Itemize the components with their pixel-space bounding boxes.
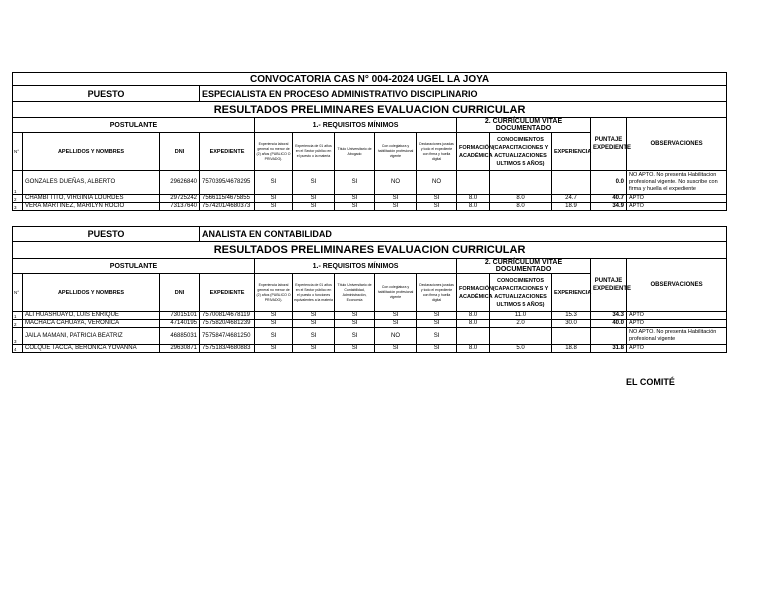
observacion: APTO xyxy=(627,312,727,320)
col-n-header: N° xyxy=(13,274,23,312)
dni: 73015101 xyxy=(160,312,200,320)
req-1: SI xyxy=(255,312,293,320)
col-n-header: N° xyxy=(13,133,23,171)
puntaje-total xyxy=(591,328,627,345)
req-header-2: Experiencia de 01 años en el Sector público en el puesto o funciones equivalentes a la materia xyxy=(293,274,335,312)
applicant-name: COLQUE TACCA, BERONICA YOVANNA xyxy=(23,345,160,353)
row-number: 1 xyxy=(13,312,23,320)
req-header-2: Experiencia de 01 años en el Sector público en el puesto o la materia xyxy=(293,133,335,171)
req-5: NO xyxy=(417,171,457,195)
req-5: SI xyxy=(417,345,457,353)
curriculum-header: 2. CURRÍCULUM VITAE DOCUMENTADO xyxy=(457,259,591,274)
req-3: SI xyxy=(335,312,375,320)
req-header-5: Declaraciones juradas y todo el expediente con firma y huella digital xyxy=(417,274,457,312)
req-5: SI xyxy=(417,328,457,345)
col-conocimientos-header: CONOCIMIENTOS (CAPACITACIONES Y ACTUALIZACIONES ULTIMOS 5 AÑOS) xyxy=(490,133,552,171)
observaciones-header: OBSERVACIONES xyxy=(627,118,727,171)
section-1-rows xyxy=(13,171,727,211)
req-2: SI xyxy=(293,328,335,345)
row-number: 4 xyxy=(13,345,23,353)
req-2: SI xyxy=(293,203,335,211)
puntaje-total: 40.0 xyxy=(591,320,627,328)
conocimientos-score xyxy=(490,328,552,345)
observacion: APTO xyxy=(627,320,727,328)
experiencia-score: 24.7 xyxy=(552,195,591,203)
req-2: SI xyxy=(293,195,335,203)
req-1: SI xyxy=(255,195,293,203)
observacion: APTO xyxy=(627,345,727,353)
req-4: SI xyxy=(375,195,417,203)
req-header-1: Experiencia laboral general no menor de (2) años (PUBLICO O PRIVADO). xyxy=(255,133,293,171)
req-5: SI xyxy=(417,195,457,203)
req-header-4: Con colegiatura y habilitación profesional vigente xyxy=(375,274,417,312)
req-2: SI xyxy=(293,171,335,195)
section-title: RESULTADOS PRELIMINARES EVALUACION CURRICULAR xyxy=(13,102,727,118)
dni: 29626840 xyxy=(160,171,200,195)
requisitos-header: 1.- REQUISITOS MÍNIMOS xyxy=(255,118,457,133)
expediente: 7574201/4680373 xyxy=(200,203,255,211)
experiencia-score xyxy=(552,328,591,345)
table-section-1 xyxy=(12,72,727,211)
expediente: 7575183/4680883 xyxy=(200,345,255,353)
observaciones-header: OBSERVACIONES xyxy=(627,259,727,312)
col-formacion-header: FORMACIÓN ACADÉMICA xyxy=(457,274,490,312)
applicant-name: ALI HUASHUAYO, LUIS ENRIQUE xyxy=(23,312,160,320)
postulante-header: POSTULANTE xyxy=(13,259,255,274)
puesto-label: PUESTO xyxy=(13,86,200,102)
req-3: SI xyxy=(335,203,375,211)
dni: 29725242 xyxy=(160,195,200,203)
conocimientos-score: 2.0 xyxy=(490,320,552,328)
requisitos-header: 1.- REQUISITOS MÍNIMOS xyxy=(255,259,457,274)
experiencia-score: 18.8 xyxy=(552,345,591,353)
expediente: 7570081/4678119 xyxy=(200,312,255,320)
req-header-3: Título Universitario de Contabilidad, Administración, Economía xyxy=(335,274,375,312)
applicant-name: CHAMBI TITO, VIRGINIA LOURDES xyxy=(23,195,160,203)
puntaje-total: 0.0 xyxy=(591,171,627,195)
puntaje-total: 40.7 xyxy=(591,195,627,203)
row-number: 2 xyxy=(13,320,23,328)
req-5: SI xyxy=(417,203,457,211)
observacion: APTO xyxy=(627,195,727,203)
req-3: SI xyxy=(335,328,375,345)
row-number: 3 xyxy=(13,203,23,211)
table-row xyxy=(13,312,727,320)
table-row xyxy=(13,195,727,203)
formacion-score: 8.0 xyxy=(457,312,490,320)
observacion: NO APTO. No presenta Habilitacion profesional vigente. No suscribe con firma y huella el expediente xyxy=(627,171,727,195)
req-header-4: Con colegiatura y habilitación profesional vigente xyxy=(375,133,417,171)
row-number: 2 xyxy=(13,195,23,203)
table-row xyxy=(13,345,727,353)
convocatoria-title: CONVOCATORIA CAS N° 004-2024 UGEL LA JOYA xyxy=(13,73,727,86)
puntaje-total: 34.3 xyxy=(591,312,627,320)
req-4: NO xyxy=(375,328,417,345)
dni: 47140195 xyxy=(160,320,200,328)
req-2: SI xyxy=(293,320,335,328)
col-experiencia-header: EXPERIENCIA xyxy=(552,133,591,171)
observacion: NO APTO. No presenta Habilitación profesional vigente xyxy=(627,328,727,345)
conocimientos-score xyxy=(490,171,552,195)
table-section-2 xyxy=(12,226,727,353)
postulante-header: POSTULANTE xyxy=(13,118,255,133)
req-5: SI xyxy=(417,320,457,328)
req-4: SI xyxy=(375,203,417,211)
req-2: SI xyxy=(293,312,335,320)
req-1: SI xyxy=(255,320,293,328)
committee-signature: EL COMITÉ xyxy=(626,377,675,387)
req-1: SI xyxy=(255,328,293,345)
req-header-5: Declaraciones juradas y todo el expediente con firma y huella digital xyxy=(417,133,457,171)
applicant-name: JAILA MAMANI, PATRICIA BEATRIZ xyxy=(23,328,160,345)
formacion-score: 8.0 xyxy=(457,345,490,353)
formacion-score: 8.0 xyxy=(457,320,490,328)
req-4: NO xyxy=(375,171,417,195)
req-5: SI xyxy=(417,312,457,320)
col-dni-header: DNI xyxy=(160,274,200,312)
formacion-score: 8.0 xyxy=(457,195,490,203)
req-4: SI xyxy=(375,312,417,320)
req-3: SI xyxy=(335,195,375,203)
formacion-score: 8.0 xyxy=(457,203,490,211)
row-number: 3 xyxy=(13,328,23,345)
req-1: SI xyxy=(255,345,293,353)
observacion: APTO xyxy=(627,203,727,211)
dni: 29630871 xyxy=(160,345,200,353)
table-row xyxy=(13,320,727,328)
puntaje-total: 34.9 xyxy=(591,203,627,211)
col-dni-header: DNI xyxy=(160,133,200,171)
applicant-name: GONZALES DUEÑAS, ALBERTO xyxy=(23,171,160,195)
req-2: SI xyxy=(293,345,335,353)
col-formacion-header: FORMACIÓN ACADÉMICA xyxy=(457,133,490,171)
expediente: 7570395/4678295 xyxy=(200,171,255,195)
section-2-rows xyxy=(13,312,727,353)
col-apellidos-header: APELLIDOS Y NOMBRES xyxy=(23,274,160,312)
req-3: SI xyxy=(335,320,375,328)
table-row xyxy=(13,203,727,211)
formacion-score xyxy=(457,171,490,195)
req-header-3: Título Universitario de Abogado xyxy=(335,133,375,171)
req-1: SI xyxy=(255,171,293,195)
conocimientos-score: 5.0 xyxy=(490,345,552,353)
req-3: SI xyxy=(335,171,375,195)
expediente: 7575847/4681250 xyxy=(200,328,255,345)
curriculum-header: 2. CURRÍCULUM VITAE DOCUMENTADO xyxy=(457,118,591,133)
applicant-name: MACHACA CAHUAYA, VERONICA xyxy=(23,320,160,328)
conocimientos-score: 11.0 xyxy=(490,312,552,320)
puntaje-header: PUNTAJE EXPEDIENTE xyxy=(591,259,627,312)
table-row xyxy=(13,171,727,195)
conocimientos-score: 8.0 xyxy=(490,195,552,203)
applicant-name: VERA MARTINEZ, MARILYN ROCIO xyxy=(23,203,160,211)
dni: 73137640 xyxy=(160,203,200,211)
puntaje-header: PUNTAJE EXPEDIENTE xyxy=(591,118,627,171)
req-1: SI xyxy=(255,203,293,211)
col-expediente-header: EXPEDIENTE xyxy=(200,274,255,312)
req-4: SI xyxy=(375,345,417,353)
experiencia-score xyxy=(552,171,591,195)
col-expediente-header: EXPEDIENTE xyxy=(200,133,255,171)
col-experiencia-header: EXPERIENCIA xyxy=(552,274,591,312)
puesto-name: ESPECIALISTA EN PROCESO ADMINISTRATIVO DISCIPLINARIO xyxy=(200,86,727,102)
puesto-label: PUESTO xyxy=(13,227,200,242)
conocimientos-score: 8.0 xyxy=(490,203,552,211)
req-4: SI xyxy=(375,320,417,328)
req-header-1: Experiencia laboral general no menor de (2) años (PUBLICO O PRIVADO). xyxy=(255,274,293,312)
col-apellidos-header: APELLIDOS Y NOMBRES xyxy=(23,133,160,171)
formacion-score xyxy=(457,328,490,345)
expediente: 7575820/4681239 xyxy=(200,320,255,328)
dni: 46885031 xyxy=(160,328,200,345)
puntaje-total: 31.8 xyxy=(591,345,627,353)
experiencia-score: 30.0 xyxy=(552,320,591,328)
puesto-name: ANALISTA EN CONTABILIDAD xyxy=(200,227,727,242)
row-number: 1 xyxy=(13,171,23,195)
expediente: 7566115/4675855 xyxy=(200,195,255,203)
req-3: SI xyxy=(335,345,375,353)
section-title: RESULTADOS PRELIMINARES EVALUACION CURRICULAR xyxy=(13,242,727,259)
table-row xyxy=(13,328,727,345)
experiencia-score: 15.3 xyxy=(552,312,591,320)
col-conocimientos-header: CONOCIMIENTOS (CAPACITACIONES Y ACTUALIZACIONES ULTIMOS 5 AÑOS) xyxy=(490,274,552,312)
experiencia-score: 18.9 xyxy=(552,203,591,211)
